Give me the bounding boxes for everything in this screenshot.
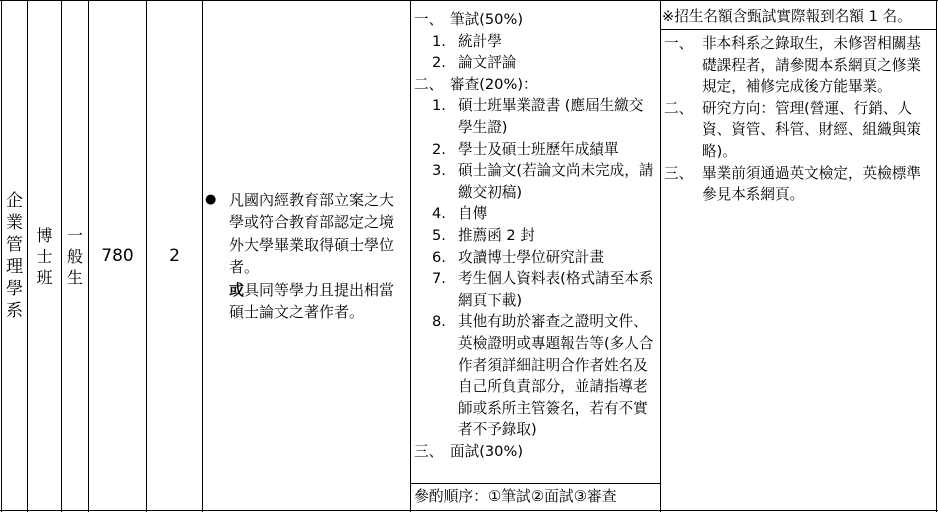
list-item-text: 碩士論文(若論文尚未完成，請繳交初稿) [458,162,654,201]
notes-header-divider [660,29,937,30]
department-cell [2,0,27,512]
exam-section-title [412,9,658,31]
category-char: 一 [66,225,83,245]
department-char: 理 [6,257,23,277]
list-item-text: 其他有助於審查之證明文件、英檢證明或專題報告等(多人合作者須詳細註明合作者姓名及自己所負責部分，並請指導老師或系所主管簽名，若有不實者不予錄取) [458,313,654,439]
program-char: 班 [36,267,53,287]
exam-section-label: 筆試(50%) [450,11,524,28]
list-item [412,203,658,225]
department-name [6,190,23,322]
exam-section-mark: 三、 [414,442,444,460]
list-item [412,95,658,138]
list-item-number: 1. [432,97,446,115]
list-item-number: 8. [432,313,446,331]
list-item-number: 4. [432,205,446,223]
eligibility-text [203,189,410,324]
eligibility-or-label: 或 [229,280,245,299]
review-order: 參酌順序：①筆試②面試③審查 [414,488,617,505]
category-char: 生 [66,267,83,287]
list-item [412,225,658,247]
note-item [662,33,934,98]
category-name [67,225,83,288]
eligibility-line-2: 具同等學力且提出相當碩士論文之著作者。 [229,280,395,321]
program-cell [28,0,61,512]
department-char: 學 [6,279,23,299]
table-border-right [936,0,937,512]
list-item-text: 碩士班畢業證書 (應屆生繳交學生證) [458,97,644,136]
category-char: 般 [66,246,83,266]
list-item-text: 論文評論 [458,54,517,72]
list-item [412,160,658,203]
exam-section-label: 審查(20%)： [450,75,538,93]
department-char: 業 [6,213,23,233]
column-divider [660,0,661,512]
department-char: 管 [6,235,23,255]
order-divider [410,483,661,484]
notes-list [662,33,934,206]
list-item [412,247,658,269]
eligibility-cell [203,0,410,512]
count-value: 2 [169,246,180,266]
list-item [412,268,658,311]
bullet-icon: ● [205,191,217,207]
note-item [662,98,934,163]
list-item-number: 3. [432,162,446,180]
exam-section-mark: 二、 [414,75,444,93]
quota-cell [89,0,146,512]
note-mark: 二、 [664,99,694,117]
note-mark: 三、 [664,164,694,182]
program-name [36,225,52,288]
list-item-text: 自傳 [458,205,488,223]
list-item-number: 2. [432,54,446,72]
list-item-text: 攻讀博士學位研究計畫 [458,248,604,266]
list-item-text: 推薦函 2 封 [458,226,535,244]
note-item [662,163,934,206]
category-cell [62,0,88,512]
department-char: 企 [6,191,23,211]
list-item [412,52,658,74]
program-char: 士 [36,246,53,266]
column-divider [410,0,411,512]
list-item-number: 1. [432,32,446,50]
exam-section-mark: 一、 [414,11,444,28]
program-char: 博 [36,225,53,245]
list-item [412,139,658,161]
note-mark: 一、 [664,35,694,52]
exam-methods [412,9,658,462]
notes-header: ※招生名額含甄試實際報到名額 1 名。 [662,8,912,25]
list-item-text: 考生個人資料表(格式請至本系網頁下載) [458,270,654,309]
note-text: 非本科系之錄取生，未修習相關基礎課程者，請參閱本系網頁之修業規定，補修完成後方能畢業。 [702,35,921,96]
list-item-number: 7. [432,270,446,288]
list-item-text: 學士及碩士班歷年成績單 [458,140,619,158]
list-item [412,31,658,53]
list-item [412,311,658,441]
exam-section-title [412,74,658,96]
quota-value: 780 [101,246,134,266]
exam-section-title [412,441,658,463]
exam-section-label: 面試(30%) [450,442,524,460]
department-char: 系 [6,301,23,321]
list-item-number: 6. [432,248,446,266]
list-item-text: 統計學 [458,32,502,50]
list-item-number: 2. [432,140,446,158]
list-item-number: 5. [432,226,446,244]
note-text: 研究方向：管理(營運、行銷、人資、資管、科管、財經、組織與策略)。 [702,99,921,160]
count-cell [147,0,202,512]
note-text: 畢業前須通過英文檢定，英檢標準參見本系網頁。 [702,164,921,204]
eligibility-line-1: 凡國內經教育部立案之大學或符合教育部認定之境外大學畢業取得碩士學位者。 [229,190,395,276]
